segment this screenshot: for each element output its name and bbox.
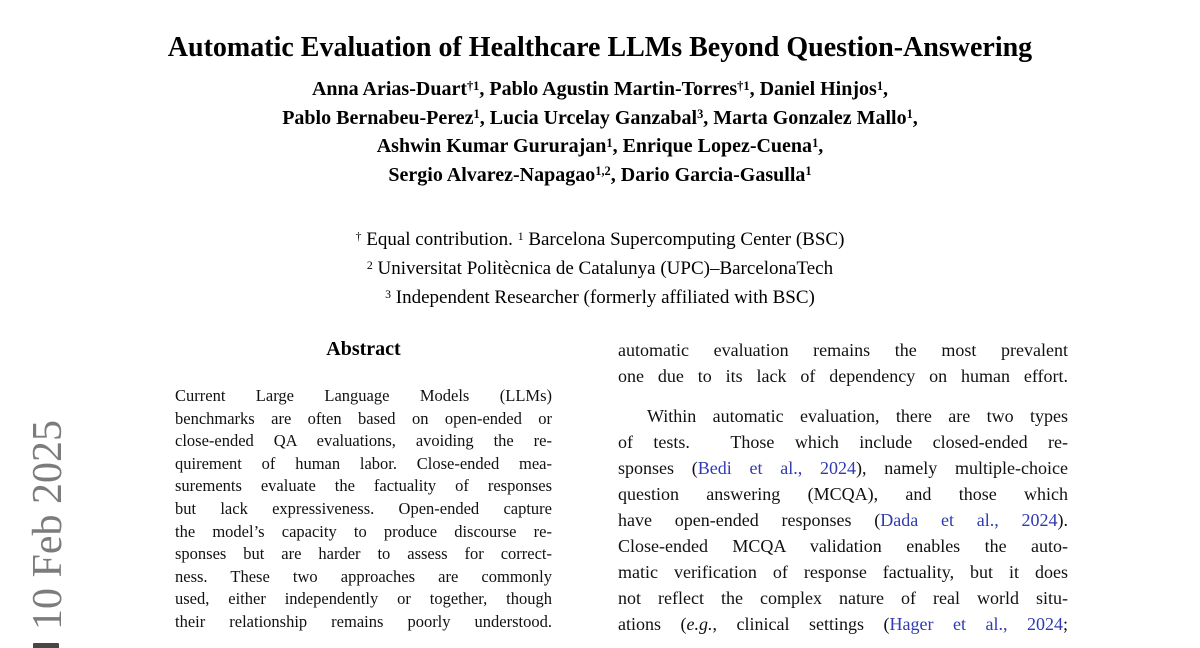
text-line xyxy=(618,481,1068,507)
abstract-heading: Abstract xyxy=(326,338,401,360)
text-line xyxy=(0,76,1200,105)
text-run: Anna Arias-Duart xyxy=(311,78,467,100)
text-run: , xyxy=(912,106,918,129)
text-run: used, either independently or together, though xyxy=(175,589,552,609)
text-line xyxy=(618,337,1068,363)
text-run: Universitat Politècnica de Catalunya (UPC)–BarcelonaTech xyxy=(372,258,834,279)
superscript-marker: 1 xyxy=(606,135,613,150)
text-run: , clinical settings ( xyxy=(712,614,890,634)
superscript-marker: 1 xyxy=(876,78,884,93)
arxiv-stamp-date: 10 Feb 2025 xyxy=(25,420,71,630)
paragraph xyxy=(618,403,1068,637)
superscript-marker: 1,2 xyxy=(595,164,611,179)
text-line xyxy=(618,559,1068,585)
text-run: benchmarks are often based on open-ended or xyxy=(175,408,552,428)
text-run: Sergio Alvarez-Napagao xyxy=(388,163,596,186)
citation-link[interactable]: Bedi et al., 2024 xyxy=(697,458,857,478)
text-run: sponses but are harder to assess for correct- xyxy=(175,544,552,564)
text-line xyxy=(0,226,1200,255)
text-run: surements evaluate the factuality of responses xyxy=(175,476,552,496)
superscript-marker: 1 xyxy=(805,164,812,179)
superscript-marker: 1 xyxy=(517,230,524,244)
text-run: quirement of human labor. Close-ended mea- xyxy=(175,453,552,473)
text-line xyxy=(175,521,552,544)
text-run: , Enrique Lopez-Cuena xyxy=(612,135,813,157)
text-line xyxy=(175,453,552,476)
text-line xyxy=(175,408,552,431)
text-line xyxy=(175,385,552,408)
superscript-marker: †1 xyxy=(737,78,750,93)
text-line xyxy=(618,533,1068,559)
text-run: matic verification of response factuality, but it does xyxy=(618,562,1068,582)
superscript-marker: 1 xyxy=(812,135,819,150)
text-run: ), namely multiple-choice xyxy=(856,458,1068,478)
arxiv-stamp-partial-glyph xyxy=(33,643,59,648)
text-run: the model’s capacity to produce discourse re- xyxy=(175,521,552,541)
superscript-marker: 3 xyxy=(697,107,704,122)
text-run: Pablo Bernabeu-Perez xyxy=(282,106,474,129)
text-line xyxy=(618,507,1068,533)
superscript-marker: 2 xyxy=(366,259,373,273)
text-line xyxy=(618,611,1068,637)
text-line xyxy=(175,566,552,589)
superscript-marker: † xyxy=(355,230,362,244)
text-run: their relationship remains poorly understood. xyxy=(175,611,552,631)
paper-title: Automatic Evaluation of Healthcare LLMs Beyond Question-Answering xyxy=(167,32,1033,63)
text-run: e.g. xyxy=(686,614,713,634)
text-run: Independent Researcher (formerly affiliated with BSC) xyxy=(391,287,815,308)
text-run: Equal contribution. xyxy=(361,229,518,250)
paragraph xyxy=(618,337,1068,389)
text-line xyxy=(175,498,552,521)
author-block xyxy=(0,76,1200,190)
text-run: , Dario Garcia-Gasulla xyxy=(610,163,806,186)
affiliation-block xyxy=(0,226,1200,313)
superscript-marker: 3 xyxy=(385,288,392,302)
text-run: not reflect the complex nature of real world situ- xyxy=(618,588,1068,608)
citation-link[interactable]: Dada et al., 2024 xyxy=(880,510,1058,530)
paper-header xyxy=(0,31,1200,313)
text-run: , Lucia Urcelay Ganzabal xyxy=(479,106,698,129)
text-run: but lack expressiveness. Open-ended capture xyxy=(175,498,552,518)
text-run: Close-ended MCQA validation enables the auto- xyxy=(618,536,1068,556)
text-run: question answering (MCQA), and those which xyxy=(618,484,1068,504)
text-run: , Pablo Agustin Martin-Torres xyxy=(479,78,738,100)
text-run: , xyxy=(818,135,824,157)
text-line xyxy=(175,611,552,634)
text-run: have open-ended responses ( xyxy=(618,510,881,530)
text-line xyxy=(0,105,1200,134)
text-run: Ashwin Kumar Gururajan xyxy=(376,135,607,157)
superscript-marker: 1 xyxy=(906,107,913,122)
text-run: , Marta Gonzalez Mallo xyxy=(703,106,907,129)
text-run: automatic evaluation remains the most prevalent xyxy=(618,340,1068,360)
text-run: Within automatic evaluation, there are two types xyxy=(647,406,1068,426)
text-run: ness. These two approaches are commonly xyxy=(175,566,552,586)
text-line xyxy=(618,455,1068,481)
text-run: ations ( xyxy=(618,614,687,634)
text-line xyxy=(618,363,1068,389)
superscript-marker: †1 xyxy=(466,78,480,93)
text-run: Barcelona Supercomputing Center (BSC) xyxy=(523,229,845,250)
superscript-marker: 1 xyxy=(473,107,480,122)
text-line xyxy=(0,133,1200,162)
text-run: one due to its lack of dependency on human effort. xyxy=(618,366,1068,386)
text-run: sponses ( xyxy=(618,458,698,478)
text-line xyxy=(618,429,1068,455)
text-run: , xyxy=(883,78,889,100)
citation-link[interactable]: Hager et al., 2024 xyxy=(889,614,1063,634)
text-run: ). xyxy=(1057,510,1068,530)
text-line xyxy=(175,543,552,566)
abstract-body xyxy=(175,385,552,634)
text-line xyxy=(0,255,1200,284)
text-run: , Daniel Hinjos xyxy=(749,78,877,100)
text-run: of tests. Those which include closed-ended re- xyxy=(618,432,1068,452)
text-run: close-ended QA evaluations, avoiding the re- xyxy=(175,431,552,451)
text-line xyxy=(175,430,552,453)
text-line xyxy=(175,588,552,611)
text-line xyxy=(175,475,552,498)
text-line xyxy=(618,403,1068,429)
text-run: ; xyxy=(1062,614,1068,634)
text-line xyxy=(0,162,1200,191)
text-run: Current Large Language Models (LLMs) xyxy=(175,386,552,405)
text-line xyxy=(0,284,1200,313)
body-column-right xyxy=(618,337,1068,637)
text-line xyxy=(618,585,1068,611)
